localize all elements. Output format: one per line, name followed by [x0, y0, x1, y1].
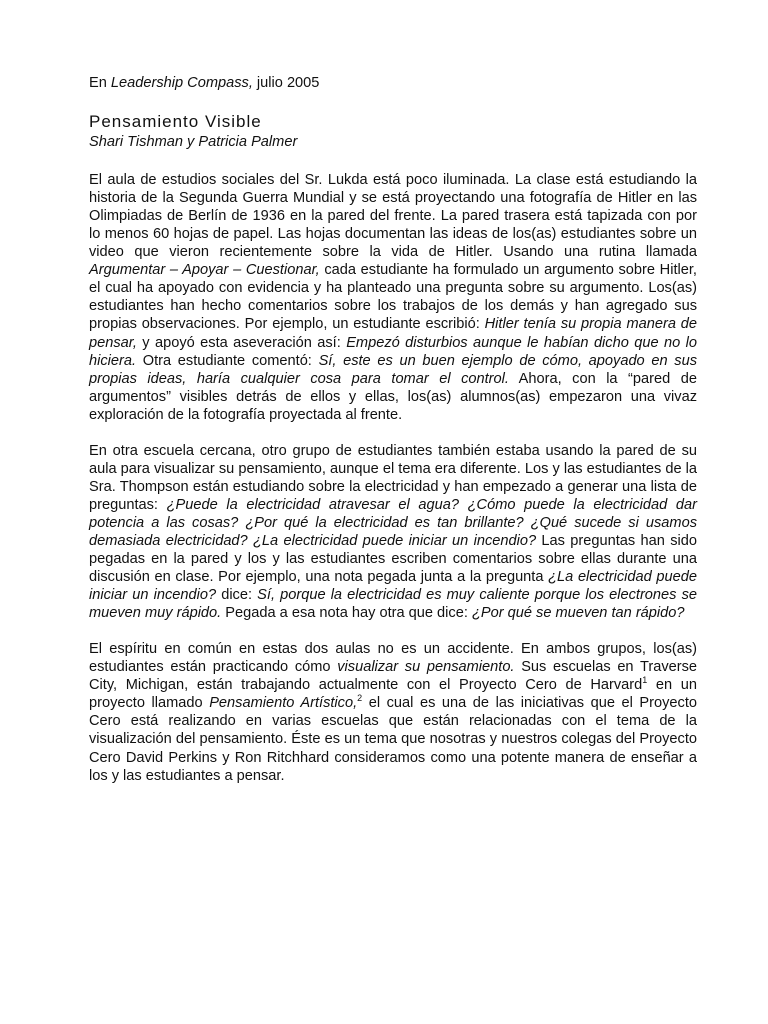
paragraph-3 [89, 640, 697, 784]
p2-quote: ¿La electricidad puede iniciar un incendio? [89, 569, 697, 604]
pub-prefix: En [89, 75, 111, 91]
p2-text: Pegada a esa nota hay otra que dice: [221, 605, 472, 622]
footnote-ref-1: 1 [642, 675, 648, 686]
p2-questions: ¿Puede la electricidad atravesar el agua? ¿Cómo puede la electricidad dar potencia a las cosas? ¿Por qué la electricidad es tan brillante? ¿Qué sucede si usamos demasiada electricidad? ¿La electricidad puede iniciar un incendio? [89, 496, 697, 549]
p1-text: Ahora, con la “pared de argumentos” visibles detrás de ellos y ellas, los(as) alumnos(as) empezaron una vivaz exploración de la fotografía proyectada al frente. [89, 370, 697, 423]
p1-quote: Empezó disturbios aunque le habían dicho que no lo hiciera. [89, 334, 698, 369]
document-page [89, 74, 697, 785]
p1-text: y apoyó esta aseveración así: [136, 334, 347, 351]
p2-text: dice: [216, 587, 258, 604]
footnote-ref-2: 2 [357, 693, 363, 704]
paragraph-2 [89, 442, 697, 622]
publication-line [89, 74, 697, 92]
p1-quote: Hitler tenía su propia manera de pensar, [89, 316, 698, 351]
p3-text: el cual es una de las iniciativas que el Proyecto Cero está realizando en varias escuelas que están relacionadas con el tema de la visualización del pensamiento. Éste es un tema que nosotras y nuestros colegas del Proyecto Cero David Perkins y Ron Ritchhard consideramos como una potente manera de enseñar a los y las estudiantes a pensar. [89, 695, 698, 784]
pub-date: julio 2005 [252, 75, 320, 91]
p1-text: cada estudiante ha formulado un argumento sobre Hitler, el cual ha apoyado con evidencia y ha planteado una pregunta sobre su argumento. Los(as) estudiantes han hecho comentarios sobre los trabajos de los demás y han agregado sus propias observaciones. Por ejemplo, un estudiante escribió: [89, 262, 697, 333]
p2-quote: Sí, porque la electricidad es muy caliente porque los electrones se mueven muy rápido. [89, 587, 697, 622]
p3-text: en un proyecto llamado [89, 677, 697, 712]
article-title: Pensamiento Visible [89, 112, 262, 132]
p3-project-name: Pensamiento Artístico, [209, 695, 358, 712]
p3-text: El espíritu en común en estas dos aulas no es un accidente. En ambos grupos, los(as) estudiantes están practicando cómo [89, 641, 697, 676]
p1-quote: Sí, este es un buen ejemplo de cómo, apoyado en sus propias ideas, haría cualquier cosa para tomar el control. [89, 352, 697, 387]
paragraph-1 [89, 171, 697, 424]
p2-text: Las preguntas han sido pegadas en la pared y los y las estudiantes escriben comentarios sobre ellas durante una discusión en clase. Por ejemplo, una nota pegada junta a la pregunta [89, 532, 697, 586]
p2-text: En otra escuela cercana, otro grupo de estudiantes también estaba usando la pared de su aula para visualizar su pensamiento, aunque el tema era diferente. Los y las estudiantes de la Sra. Thompson están estudiando sobre la electricidad y han empezado a generar una lista de preguntas: [89, 442, 697, 513]
p1-emphasis: Argumentar – Apoyar – Cuestionar, [89, 262, 320, 279]
p3-text: Sus escuelas en Traverse City, Michigan, están trabajando actualmente con el Proyecto Cero de Harvard [89, 659, 698, 694]
p1-text: El aula de estudios sociales del Sr. Lukda está poco iluminada. La clase está estudiando la historia de la Segunda Guerra Mundial y se está proyectando una fotografía de Hitler en las Olimpiadas de Berlín de 1936 en la pared del frente. La pared trasera está tapizada con por lo menos 60 hojas de papel. Las hojas documentan las ideas de los(as) estudiantes sobre un video que vieron recientemente sobre la vida de Hitler. Usando una rutina llamada [89, 172, 697, 261]
p3-emphasis: visualizar su pensamiento. [337, 659, 515, 676]
p1-text: Otra estudiante comentó: [136, 352, 319, 369]
publication-name: Leadership Compass, [110, 75, 253, 91]
p2-quote: ¿Por qué se mueven tan rápido? [471, 605, 685, 622]
article-authors: Shari Tishman y Patricia Palmer [89, 134, 298, 151]
